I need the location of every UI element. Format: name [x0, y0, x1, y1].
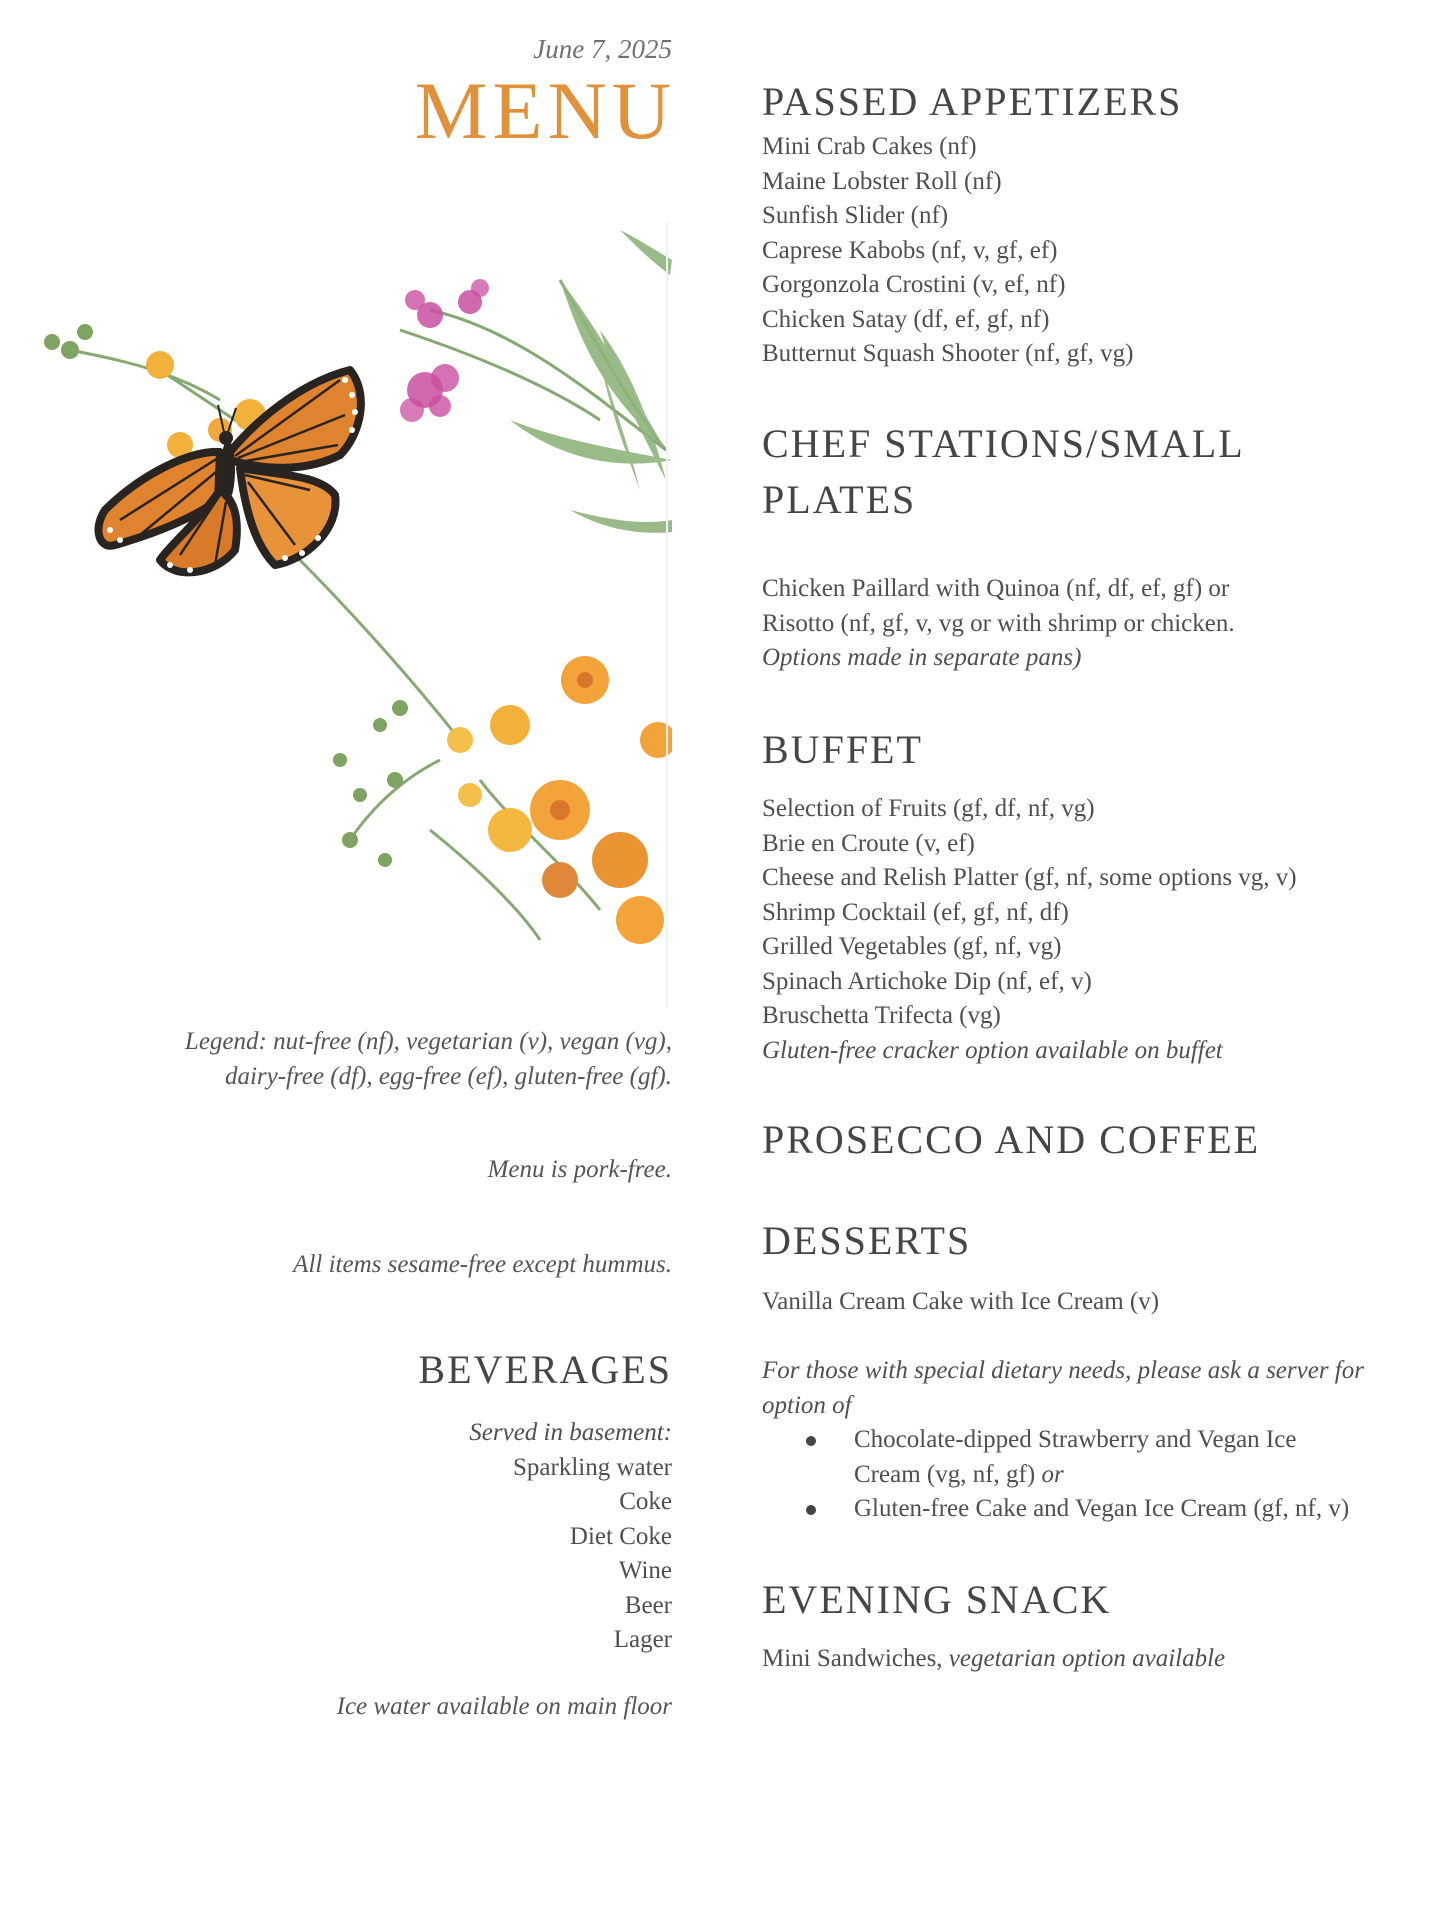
snack-text: Mini Sandwiches,: [762, 1645, 949, 1672]
option-line: Chocolate-dipped Strawberry and Vegan Ice: [854, 1426, 1297, 1453]
menu-item: Mini Crab Cakes (nf): [762, 133, 977, 160]
menu-date: June 7, 2025: [533, 34, 672, 64]
dessert-option: [762, 1423, 1422, 1492]
option-line: [854, 1458, 1422, 1493]
option-or: or: [1041, 1460, 1064, 1488]
menu-item: Shrimp Cocktail (ef, gf, nf, df): [762, 898, 1069, 926]
menu-item: Chicken Paillard with Quinoa (nf, df, ef, gf) or: [762, 575, 1230, 602]
menu-item: Sunfish Slider (nf): [762, 202, 949, 229]
beverages-title: BEVERAGES: [418, 1347, 672, 1392]
menu-title: MENU: [414, 65, 676, 156]
option-line: Gluten-free Cake and Vegan Ice Cream (gf, nf, v): [854, 1495, 1350, 1522]
section-title-chef-stations: [762, 416, 1245, 528]
butterfly-icon: [98, 370, 360, 573]
beverage-item: Beer: [624, 1591, 672, 1619]
buffet-list: [762, 792, 1297, 1068]
ice-water-note: Ice water available on main floor: [336, 1693, 672, 1720]
dessert-option: [762, 1492, 1422, 1527]
butterfly-illustration: [40, 220, 672, 1010]
menu-item: Maine Lobster Roll (nf): [762, 167, 1002, 195]
note-line: For those with special dietary needs, please ask a server for: [762, 1357, 1364, 1384]
dietary-legend: [112, 1024, 672, 1094]
beverages-served-note: Served in basement:: [469, 1419, 672, 1446]
beverages-list: [469, 1416, 672, 1658]
section-title-prosecco: PROSECCO AND COFFEE: [762, 1117, 1261, 1162]
menu-item: Spinach Artichoke Dip (nf, ef, v): [762, 967, 1092, 995]
dessert-options-list: [762, 1423, 1422, 1527]
menu-item: Risotto (nf, gf, v, vg or with shrimp or chicken.: [762, 609, 1235, 637]
beverage-item: Wine: [618, 1557, 672, 1584]
beverage-item: Coke: [619, 1488, 672, 1515]
section-title-passed-appetizers: PASSED APPETIZERS: [762, 79, 1183, 124]
left-column: [0, 0, 676, 1909]
beverage-item: Lager: [613, 1626, 672, 1653]
menu-item: Bruschetta Trifecta (vg): [762, 1002, 1001, 1029]
menu-item: Grilled Vegetables (gf, nf, vg): [762, 933, 1062, 960]
section-title-line: PLATES: [762, 477, 917, 522]
bullet-icon: [806, 1505, 816, 1515]
menu-item: Gorgonzola Crostini (v, ef, nf): [762, 271, 1066, 298]
section-title-line: CHEF STATIONS/SMALL: [762, 421, 1245, 466]
menu-note: Options made in separate pans): [762, 644, 1082, 671]
chef-stations-list: [762, 572, 1235, 676]
bullet-icon: [806, 1436, 816, 1446]
menu-item: Selection of Fruits (gf, df, nf, vg): [762, 795, 1095, 822]
pork-free-note: Menu is pork-free.: [487, 1156, 672, 1183]
menu-item: Chicken Satay (df, ef, gf, nf): [762, 305, 1050, 333]
section-title-desserts: DESSERTS: [762, 1218, 972, 1263]
passed-appetizers-list: [762, 130, 1133, 372]
option-text: Cream (vg, nf, gf): [854, 1460, 1042, 1488]
menu-note: Gluten-free cracker option available on buffet: [762, 1036, 1223, 1064]
sesame-note: All items sesame-free except hummus.: [293, 1251, 672, 1278]
snack-note: vegetarian option available: [948, 1645, 1226, 1672]
section-title-buffet: BUFFET: [762, 727, 923, 772]
dessert-item: Vanilla Cream Cake with Ice Cream (v): [762, 1288, 1160, 1315]
dessert-special-note: [762, 1354, 1364, 1423]
section-title-evening-snack: EVENING SNACK: [762, 1577, 1112, 1622]
beverage-item: Sparkling water: [513, 1453, 672, 1481]
beverage-item: Diet Coke: [569, 1522, 672, 1550]
evening-snack-item: [762, 1642, 1225, 1677]
menu-item: Brie en Croute (v, ef): [762, 829, 975, 857]
legend-line: dairy-free (df), egg-free (ef), gluten-free (gf).: [224, 1063, 672, 1090]
menu-item: Butternut Squash Shooter (nf, gf, vg): [762, 340, 1134, 367]
menu-item: Cheese and Relish Platter (gf, nf, some options vg, v): [762, 864, 1297, 891]
menu-item: Caprese Kabobs (nf, v, gf, ef): [762, 236, 1058, 264]
note-line: option of: [762, 1391, 852, 1419]
illustration-edge: [666, 222, 668, 1008]
legend-line: Legend: nut-free (nf), vegetarian (v), vegan (vg),: [184, 1028, 672, 1055]
